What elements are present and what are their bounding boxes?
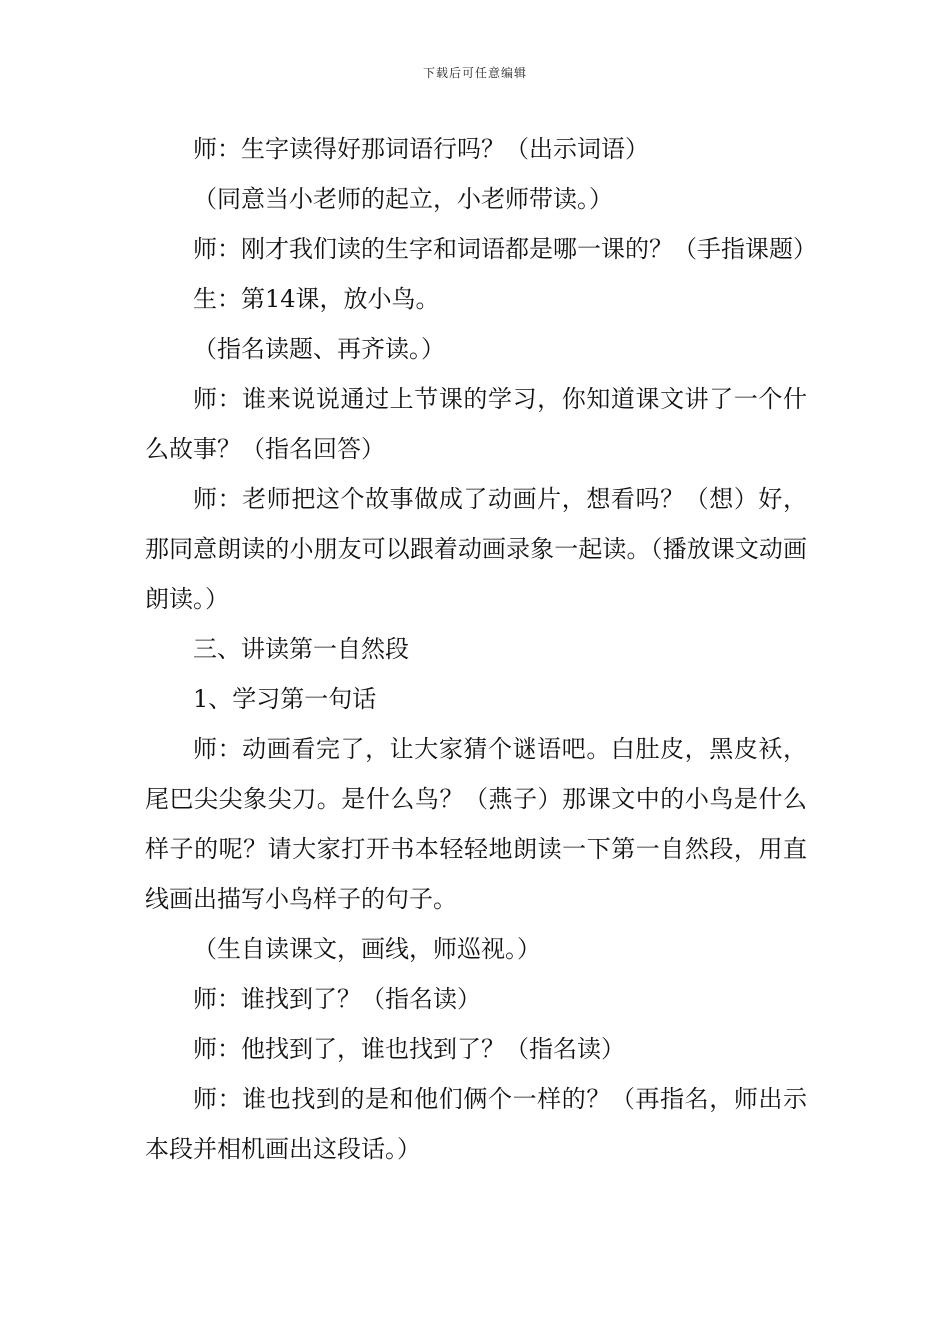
paragraph: 师：刚才我们读的生字和词语都是哪一课的？（手指课题）	[193, 235, 817, 263]
paragraph: 师：谁也找到的是和他们俩个一样的？（再指名，师出示本段并相机画出这段话。）	[145, 1085, 807, 1163]
subsection-heading: 1、学习第一句话	[193, 685, 377, 713]
paragraph: 师：动画看完了，让大家猜个谜语吧。白肚皮，黑皮袄，尾巴尖尖象尖刀。是什么鸟？（燕子）那课文中的小鸟是什么样子的呢？请大家打开书本轻轻地朗读一下第一自然段，用直线画出描写小鸟样子的句子。	[145, 735, 807, 913]
paragraph: 师：他找到了，谁也找到了？（指名读）	[193, 1035, 625, 1063]
paragraph: 师：谁找到了？（指名读）	[193, 985, 481, 1013]
paragraph: 师：生字读得好那词语行吗？（出示词语）	[193, 135, 649, 163]
paragraph: 生：第14课，放小鸟。	[193, 285, 440, 313]
paragraph: 师：谁来说说通过上节课的学习，你知道课文讲了一个什么故事？（指名回答）	[145, 385, 807, 463]
paragraph: （生自读课文，画线，师巡视。）	[193, 935, 541, 963]
section-heading: 三、讲读第一自然段	[193, 635, 409, 663]
paragraph: 师：老师把这个故事做成了动画片，想看吗？（想）好，那同意朗读的小朋友可以跟着动画录象一起读。（播放课文动画朗读。）	[145, 485, 807, 613]
document-body	[145, 124, 817, 1174]
paragraph: （同意当小老师的起立，小老师带读。）	[193, 185, 613, 213]
page-header: 下载后可任意编辑	[422, 66, 527, 80]
paragraph: （指名读题、再齐读。）	[193, 335, 445, 363]
